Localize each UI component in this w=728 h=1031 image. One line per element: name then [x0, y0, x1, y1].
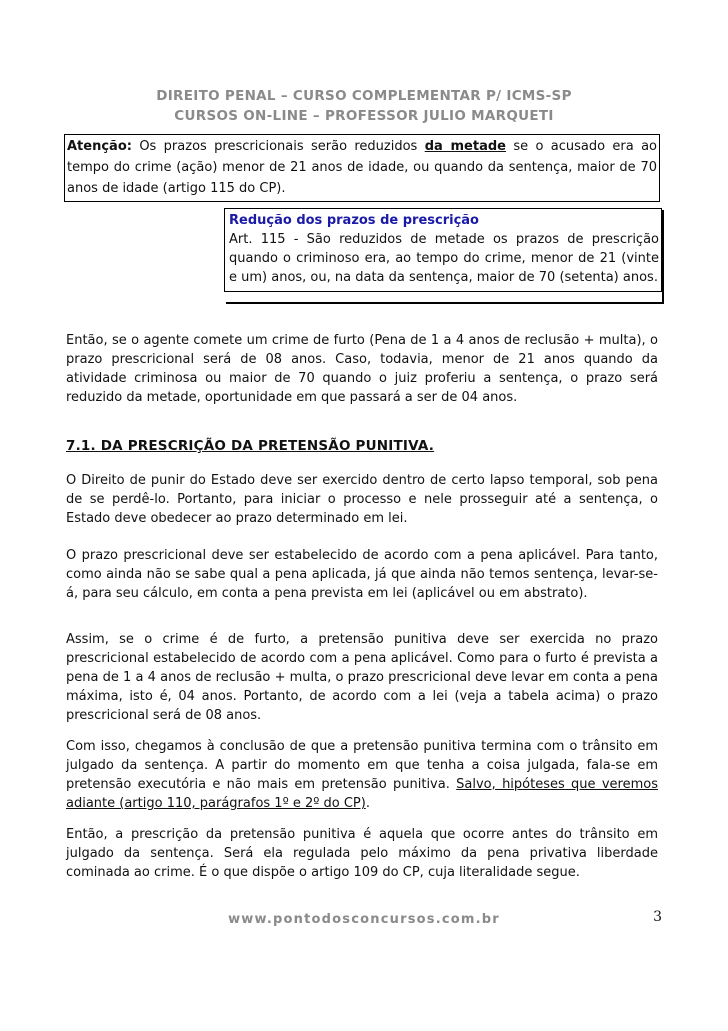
attention-text-after: se o acusado era ao tempo do crime (ação) menor de 21 anos de idade, ou quando da sentença, maior de 70 anos de idade (artigo 115 do CP). [67, 139, 657, 196]
paragraph-6: Então, a prescrição da pretensão punitiva é aquela que ocorre antes do trânsito em julgado da sentença. Será ela regulada pelo máximo da pena privativa liberdade cominada ao crime. É o que dispõe o artigo 109 do CP, cuja literalidade segue. [66, 827, 658, 880]
paragraph-5 [66, 737, 658, 813]
law-excerpt-title: Redução dos prazos de prescrição [229, 213, 479, 228]
attention-box [64, 134, 660, 202]
header-line-2: CURSOS ON-LINE – PROFESSOR JULIO MARQUETI [174, 108, 554, 124]
page-number: 3 [653, 909, 662, 925]
paragraph-5-text: Com isso, chegamos à conclusão de que a pretensão punitiva termina com o trânsito em julgado da sentença. A partir do momento em que tenha a coisa julgada, fala-se em pretensão executória e não mais em pretensão punitiva. [66, 739, 658, 792]
law-excerpt-box [224, 208, 662, 292]
paragraph-4: Assim, se o crime é de furto, a pretensão punitiva deve ser exercida no prazo prescricional estabelecido de acordo com a pena aplicável. Como para o furto é prevista a pena de 1 a 4 anos de reclusão + multa, o prazo prescricional deve levar em conta a pena máxima, isto é, 04 anos. Portanto, de acordo com a lei (veja a tabela acima) o prazo prescricional será de 08 anos. [66, 632, 658, 723]
attention-text-before: Os prazos prescricionais serão reduzidos [131, 139, 425, 154]
paragraph-5-underlined: Salvo, hipóteses que veremos adiante (artigo 110, parágrafos 1º e 2º do CP) [66, 777, 658, 811]
law-excerpt-text: Art. 115 - São reduzidos de metade os prazos de prescrição quando o criminoso era, ao tempo do crime, menor de 21 (vinte e um) anos, ou, na data da sentença, maior de 70 (setenta) anos. [229, 232, 659, 285]
paragraph-2: O Direito de punir do Estado deve ser exercido dentro de certo lapso temporal, sob pena de se perdê-lo. Portanto, para iniciar o processo e nele prosseguir até a sentença, o Estado deve obedecer ao prazo determinado em lei. [66, 473, 658, 526]
paragraph-1: Então, se o agente comete um crime de furto (Pena de 1 a 4 anos de reclusão + multa), o prazo prescricional será de 08 anos. Caso, todavia, menor de 21 anos quando da atividade criminosa ou maior de 70 quando o juiz proferiu a sentença, o prazo será reduzido da metade, oportunidade em que passará a ser de 04 anos. [66, 333, 658, 405]
page-header [0, 86, 728, 126]
attention-label: Atenção: [67, 139, 132, 154]
paragraph-5-end: . [365, 796, 370, 811]
footer-url: www.pontodosconcursos.com.br [228, 912, 500, 927]
paragraph-3: O prazo prescricional deve ser estabelecido de acordo com a pena aplicável. Para tanto, como ainda não se sabe qual a pena aplicada, já que ainda não temos sentença, levar-se-á, para seu cálculo, em conta a pena prevista em lei (aplicável ou em abstrato). [66, 548, 658, 601]
section-heading: 7.1. DA PRESCRIÇÃO DA PRETENSÃO PUNITIVA. [66, 438, 435, 454]
header-line-1: DIREITO PENAL – CURSO COMPLEMENTAR P/ ICMS-SP [156, 88, 572, 104]
attention-emphasis: da metade [424, 139, 506, 154]
